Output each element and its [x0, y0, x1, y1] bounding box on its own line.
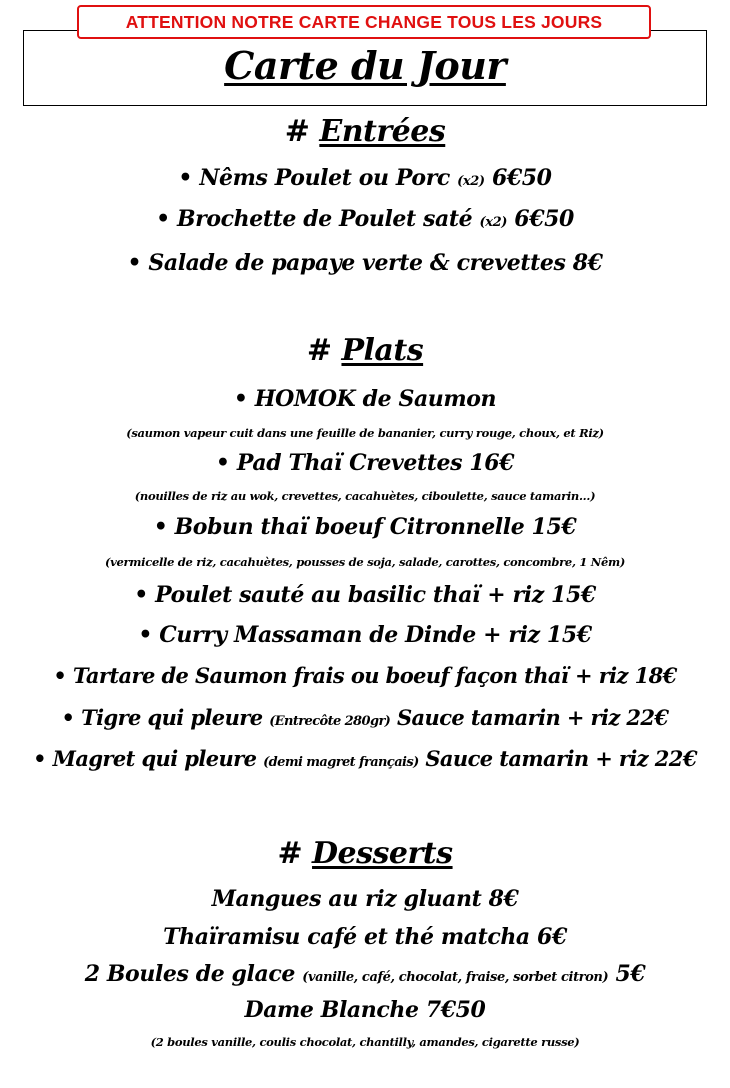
menu-item-name: • Tartare de Saumon frais ou boeuf façon thaï + riz 18€ — [53, 663, 677, 688]
menu-item — [0, 884, 730, 914]
section-hash: # — [284, 114, 310, 149]
section-hash: # — [306, 333, 332, 368]
menu-item-name: • Pad Thaï Crevettes 16€ — [215, 450, 515, 476]
menu-item — [0, 448, 730, 478]
menu-item-price: Sauce tamarin + riz 22€ — [425, 746, 697, 771]
menu-item-name: • Bobun thaï boeuf Citronnelle 15€ — [153, 514, 577, 540]
menu-item — [0, 248, 730, 278]
menu-item — [0, 744, 730, 778]
page-title: Carte du Jour — [224, 43, 506, 88]
menu-item — [0, 959, 730, 993]
menu-item-name: • Nêms Poulet ou Porc — [178, 165, 450, 191]
menu-item-name: • HOMOK de Saumon — [233, 386, 497, 412]
section-heading-plats — [0, 331, 730, 371]
menu-item-qty: (x2) — [457, 174, 485, 189]
menu-item-name: • Salade de papaye verte & crevettes 8€ — [127, 250, 603, 276]
menu-item-qty: (x2) — [479, 215, 508, 230]
section-hash: # — [277, 836, 303, 871]
menu-item-price: Sauce tamarin + riz 22€ — [396, 705, 669, 730]
menu-item — [0, 512, 730, 542]
section-heading-text: Plats — [341, 333, 424, 368]
section-heading-desserts — [0, 834, 730, 874]
menu-item-detail: (Entrecôte 280gr) — [269, 714, 391, 729]
section-heading-text: Desserts — [312, 836, 453, 871]
menu-item-name: • Brochette de Poulet saté — [156, 206, 473, 232]
change-warning-banner: ATTENTION NOTRE CARTE CHANGE TOUS LES JOURS — [77, 5, 651, 39]
menu-item-price: 5€ — [615, 961, 646, 987]
menu-item-name: • Magret qui pleure — [33, 746, 257, 771]
section-heading-text: Entrées — [319, 114, 446, 149]
menu-item-price: 6€50 — [491, 165, 552, 191]
menu-item-detail: (vanille, café, chocolat, fraise, sorbet citron) — [302, 970, 609, 985]
menu-item-note: (vermicelle de riz, cacahuètes, pousses de soja, salade, carottes, concombre, 1 Nêm) — [105, 555, 625, 569]
menu-item — [0, 995, 730, 1025]
menu-item — [0, 204, 730, 238]
menu-item — [0, 620, 730, 650]
menu-item-name: Thaïramisu café et thé matcha 6€ — [163, 924, 567, 950]
menu-item — [0, 661, 730, 691]
menu-item-note: (nouilles de riz au wok, crevettes, cacahuètes, ciboulette, sauce tamarin...) — [134, 489, 596, 503]
menu-item — [0, 922, 730, 952]
menu-item-name: 2 Boules de glace — [84, 961, 295, 987]
section-heading-entrees — [0, 112, 730, 152]
menu-item — [0, 163, 730, 197]
menu-item — [0, 703, 730, 737]
menu-item-detail: (demi magret français) — [263, 755, 419, 770]
menu-item-note: (2 boules vanille, coulis chocolat, chantilly, amandes, cigarette russe) — [150, 1035, 580, 1049]
menu-item-note: (saumon vapeur cuit dans une feuille de bananier, curry rouge, choux, et Riz) — [126, 426, 604, 440]
menu-item-price: 6€50 — [514, 206, 574, 232]
menu-item-name: Mangues au riz gluant 8€ — [211, 886, 519, 912]
menu-item — [0, 580, 730, 610]
menu-item-name: • Curry Massaman de Dinde + riz 15€ — [138, 622, 592, 648]
menu-item-name: • Poulet sauté au basilic thaï + riz 15€ — [134, 582, 596, 608]
menu-item — [0, 384, 730, 414]
menu-item-name: • Tigre qui pleure — [61, 705, 263, 730]
menu-item-name: Dame Blanche 7€50 — [244, 997, 486, 1023]
